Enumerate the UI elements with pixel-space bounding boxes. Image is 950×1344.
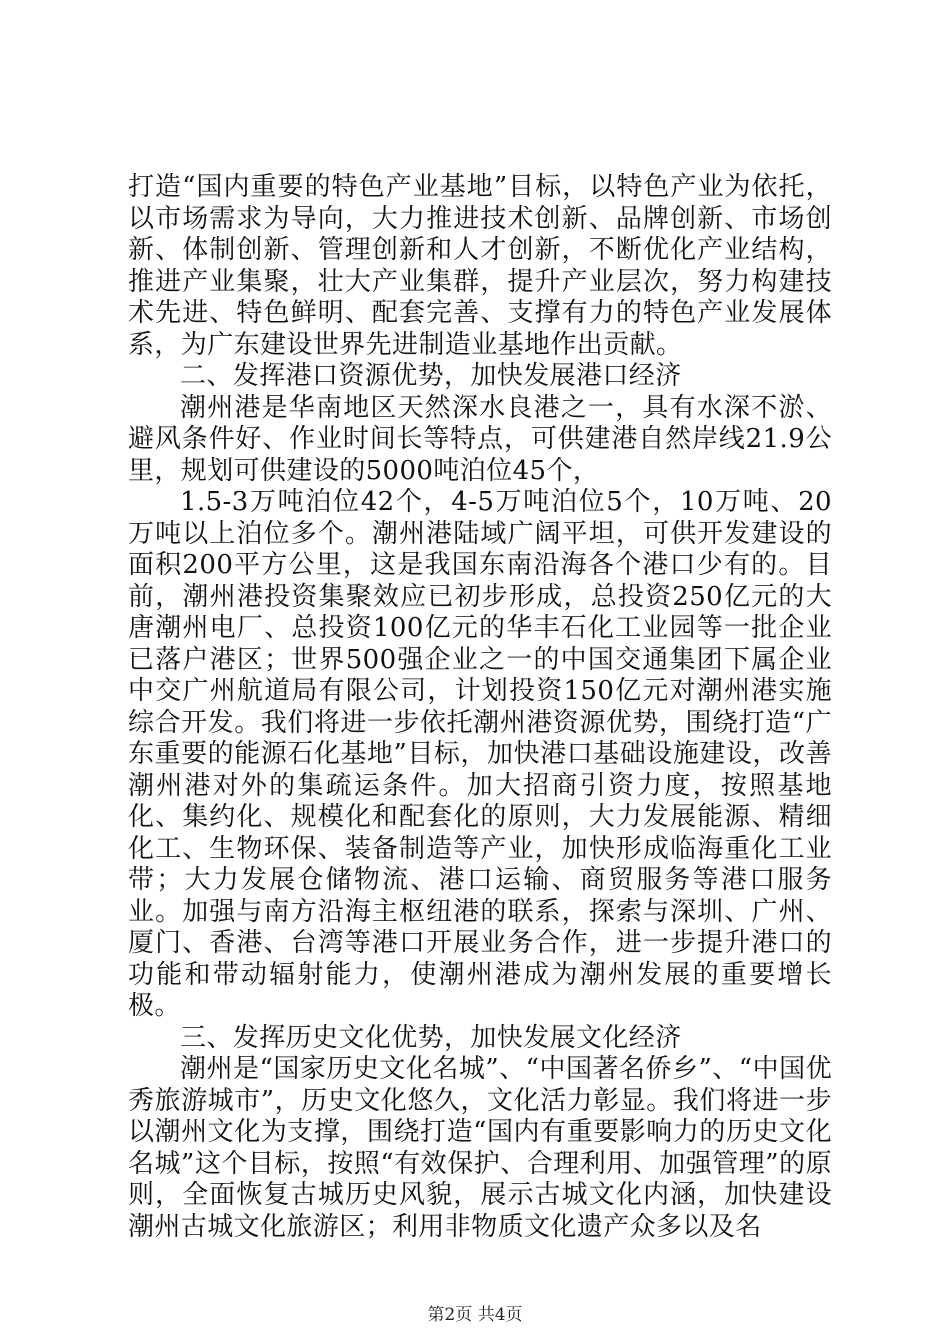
paragraph-cultural-city: 潮州是“国家历史文化名城”、“中国著名侨乡”、“中国优秀旅游城市”，历史文化悠久，文化活力彰显。我们将进一步以潮州文化为支撑，围绕打造“国内有重要影响力的历史文化名城”这个目标，按照“有效保护、合理利用、加强管理”的原则，全面恢复古城历史风貌，展示古城文化内涵，加快建设潮州古城文化旅游区；利用非物质文化遗产众多以及名 xyxy=(128,1054,832,1242)
page-number-footer: 第2页 共4页 xyxy=(427,1305,523,1325)
paragraph-port-overview: 潮州港是华南地区天然深水良港之一，具有水深不淤、避风条件好、作业时间长等特点，可供建港自然岸线21.9公里，规划可供建设的5000吨泊位45个， xyxy=(128,392,832,486)
section-heading-port-economy: 二、发挥港口资源优势，加快发展港口经济 xyxy=(180,361,682,391)
section-heading-cultural-economy: 三、发挥历史文化优势，加快发展文化经济 xyxy=(180,1022,682,1053)
document-body xyxy=(128,172,832,1243)
paragraph-continuation: 打造“国内重要的特色产业基地”目标，以特色产业为依托，以市场需求为导向，大力推进技术创新、品牌创新、市场创新、体制创新、管理创新和人才创新，不断优化产业结构，推进产业集聚，壮大产业集群，提升产业层次，努力构建技术先进、特色鲜明、配套完善、支撑有力的特色产业发展体系，为广东建设世界先进制造业基地作出贡献。 xyxy=(128,172,832,360)
paragraph-port-development: 1.5-3万吨泊位42个，4-5万吨泊位5个，10万吨、20万吨以上泊位多个。潮州港陆域广阔平坦，可供开发建设的面积200平方公里，这是我国东南沿海各个港口少有的。目前，潮州港投资集聚效应已初步形成，总投资250亿元的大唐潮州电厂、总投资100亿元的华丰石化工业园等一批企业已落户港区；世界500强企业之一的中国交通集团下属企业中交广州航道局有限公司，计划投资150亿元对潮州港实施综合开发。我们将进一步依托潮州港资源优势，围绕打造“广东重要的能源石化基地”目标，加快港口基础设施建设，改善潮州港对外的集疏运条件。加大招商引资力度，按照基地化、集约化、规模化和配套化的原则，大力发展能源、精细化工、生物环保、装备制造等产业，加快形成临海重化工业带；大力发展仓储物流、港口运输、商贸服务等港口服务业。加强与南方沿海主枢纽港的联系，探索与深圳、广州、厦门、香港、台湾等港口开展业务合作，进一步提升港口的功能和带动辐射能力，使潮州港成为潮州发展的重要增长极。 xyxy=(128,487,832,1021)
